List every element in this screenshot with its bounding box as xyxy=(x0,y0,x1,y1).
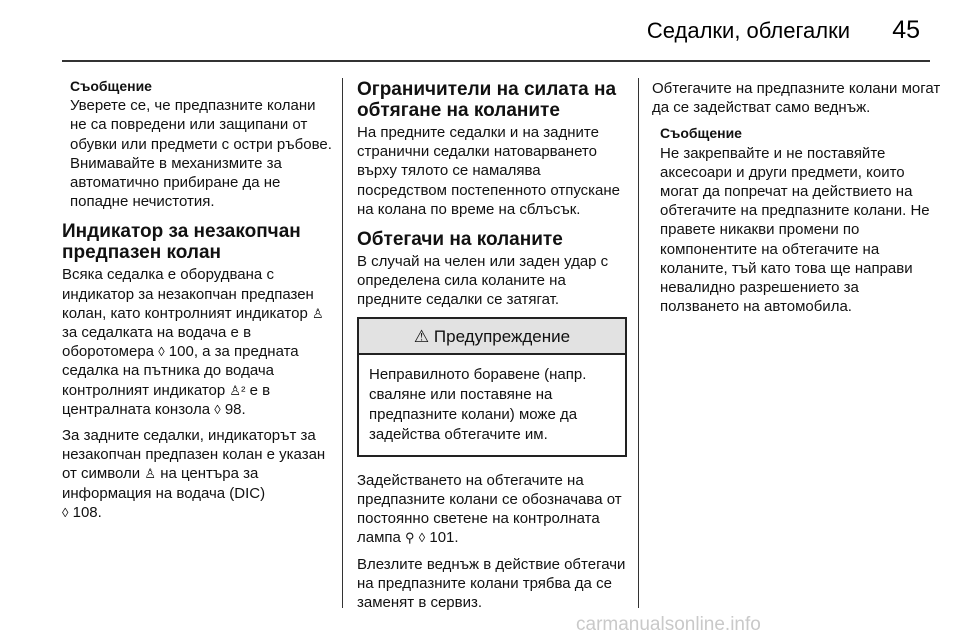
chapter-title: Седалки, облегалки xyxy=(646,18,850,43)
section-heading: Ограничители на силата на обтягане на коланите xyxy=(357,79,617,121)
note-block xyxy=(652,124,942,316)
paragraph: В случай на челен или заден удар с определена сила коланите на предните седалки се затягат. xyxy=(357,253,609,309)
text-run: на центъра за информация на водача (DIC) xyxy=(62,465,266,502)
header-rule xyxy=(62,60,930,62)
seatbelt-person-icon: ♙ xyxy=(312,305,324,321)
text-run: , а за предната седалка на пътника до водача контролният индикатор xyxy=(62,343,299,399)
page-number: 45 xyxy=(892,16,920,44)
column-2 xyxy=(357,79,627,619)
warning-header xyxy=(359,319,625,355)
text-run: е в централната конзола xyxy=(62,381,271,418)
seatbelt-2-icon: ♙² xyxy=(229,382,246,398)
paragraph: Влезлите веднъж в действие обтегачи на предпазните колани трябва да се заменят в сервиз. xyxy=(357,555,626,612)
paragraph: На предните седалки и на задните странични седалки натоварването върху тялото се намалява посредством постепенното отпускане на колана по време на сблъсък. xyxy=(357,124,621,218)
page-reference: 98 xyxy=(224,400,242,418)
section-heading: Обтегачи на коланите xyxy=(357,229,563,251)
page-reference-arrow-icon: ◊ xyxy=(418,530,426,546)
page-reference-arrow-icon: ◊ xyxy=(62,504,69,520)
note-text: Не закрепвайте и не поставяйте аксесоари и други предмети, които могат да попречат на действието на обтегачите на предпазните колани. Не правете никакви промени по компонентите на обтегачите на коланите, тъй като това ще направи невалидно разрешението за ползването на автомобила. xyxy=(660,144,930,316)
text-run: За задните седалки, индикаторът за незакопчан предпазен колан е указан от символи xyxy=(62,427,326,483)
paragraph: Задействането на обтегачите на предпазните колани се обозначава от постоянно светене на контролната лампа ⚲ ◊ 101. xyxy=(357,471,622,547)
page-reference: 108 xyxy=(72,503,98,521)
warning-text: Неправилното боравене (напр. сваляне или поставяне на предпазните колани) може да задейства обтегачите им. xyxy=(369,365,587,443)
paragraph: За задните седалки, индикаторът за незакопчан предпазен колан е указан от символи ♙ на центъра за информация на водача (DIC) ◊ 108. xyxy=(62,427,326,521)
section-heading: Индикатор за незакопчан предпазен колан xyxy=(62,221,301,264)
seatbelt-person-icon: ♙ xyxy=(144,466,157,482)
warning-box xyxy=(357,317,627,457)
paragraph: Обтегачите на предпазните колани могат да се задействат само веднъж. xyxy=(652,80,941,117)
column-divider-2 xyxy=(638,78,639,608)
note-title: Съобщение xyxy=(660,125,742,142)
warning-triangle-icon: ⚠ xyxy=(413,326,430,346)
text-run: Всяка седалка е оборудвана с индикатор за незакопчан предпазен колан, като контролният индикатор xyxy=(62,266,314,322)
watermark: carmanualsonline.info xyxy=(576,614,761,635)
airbag-lamp-icon: ⚲ xyxy=(405,530,415,546)
text-run: Задействането на обтегачите на предпазните колани се обозначава от постоянно светене на контролната лампа xyxy=(357,471,622,547)
page-reference-arrow-icon: ◊ xyxy=(214,401,221,417)
note-text: Уверете се, че предпазните колани не са повредени или защипани от обувки или предмети с остри ръбове. Внимавайте в механизмите за автоматично прибиране да не попадне нечистотия. xyxy=(70,97,332,211)
paragraph: Всяка седалка е оборудвана с индикатор за незакопчан предпазен колан, като контролният индикатор ♙ за седалката на водача е в оборотомера ◊ 100, а за предната седалка на пътника до водача контролният индикатор ♙² е в централната конзола ◊ 98. xyxy=(62,266,324,418)
note-title: Съобщение xyxy=(70,78,152,94)
warning-title: Предупреждение xyxy=(433,326,571,346)
page-reference: 100 xyxy=(168,343,194,361)
text-run: за седалката на водача е в оборотомера xyxy=(62,324,252,361)
column-1 xyxy=(62,77,332,529)
page-reference: 101 xyxy=(429,529,455,547)
page-reference-arrow-icon: ◊ xyxy=(158,344,165,360)
column-divider-1 xyxy=(342,78,343,608)
note-block xyxy=(62,77,332,211)
column-3 xyxy=(652,79,942,323)
